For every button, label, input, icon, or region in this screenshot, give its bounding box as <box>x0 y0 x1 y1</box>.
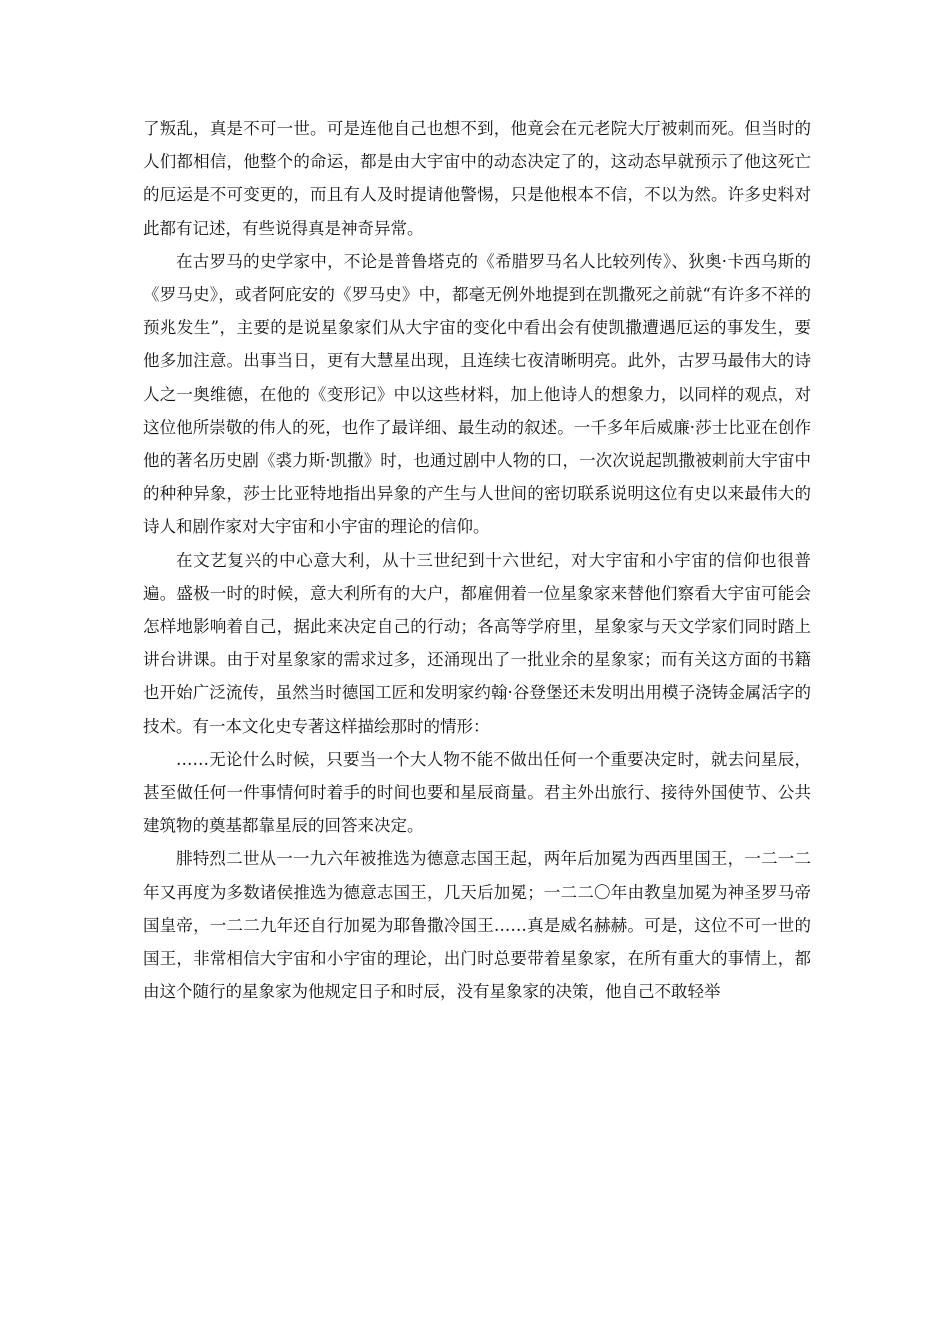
paragraph-roman-historians: 在古罗马的史学家中，不论是普鲁塔克的《希腊罗马名人比较列传》、狄奥·卡西乌斯的《罗马史》，或者阿庇安的《罗马史》中，都毫无例外地提到在凯撒死之前就“有许多不祥的预兆发生”，主要的是说星象家们从大宇宙的变化中看出会有使凯撒遭遇厄运的事发生，要他多加注意。出事当日，更有大慧星出现，且连续七夜清晰明亮。此外，古罗马最伟大的诗人之一奥维德，在他的《变形记》中以这些材料，加上他诗人的想象力，以同样的观点，对这位他所崇敬的伟人的死，也作了最详细、最生动的叙述。一千多年后威廉·莎士比亚在创作他的著名历史剧《裘力斯·凯撒》时，也通过剧中人物的口，一次次说起凯撒被刺前大宇宙中的种种异象，莎士比亚特地指出异象的产生与人世间的密切联系说明这位有史以来最伟大的诗人和剧作家对大宇宙和小宇宙的理论的信仰。 <box>143 251 811 537</box>
paragraph-continued: 了叛乱，真是不可一世。可是连他自己也想不到，他竟会在元老院大厅被刺而死。但当时的人们都相信，他整个的命运，都是由大宇宙中的动态决定了的，这动态早就预示了他这死亡的厄运是不可变更的，而且有人及时提请他警惕，只是他根本不信，不以为然。许多史料对此都有记述，有些说得真是神奇异常。 <box>143 119 811 238</box>
paragraph-frederick-ii: 腓特烈二世从一一九六年被推选为德意志国王起，两年后加冕为西西里国王，一二一二年又再度为多数诸侯推选为德意志国王，几天后加冕；一二二〇年由教皇加冕为神圣罗马帝国皇帝，一二二九年还自行加冕为耶鲁撒冷国王……真是威名赫赫。可是，这位不可一世的国王，非常相信大宇宙和小宇宙的理论，出门时总要带着星象家，在所有重大的事情上，都由这个随行的星象家为他规定日子和时辰，没有星象家的决策，他自己不敢轻举 <box>143 849 811 1002</box>
paragraph-quotation: ……无论什么时候，只要当一个大人物不能不做出任何一个重要决定时，就去问星辰，甚至做任何一件事情何时着手的时间也要和星辰商量。君主外出旅行、接待外国使节、公共建筑物的奠基都靠星辰的回答来决定。 <box>143 749 811 836</box>
paragraph-renaissance-italy: 在文艺复兴的中心意大利，从十三世纪到十六世纪，对大宇宙和小宇宙的信仰也很普遍。盛极一时的时候，意大利所有的大户，都雇佣着一位星象家来替他们察看大宇宙可能会怎样地影响着自己，据此来决定自己的行动；各高等学府里，星象家与天文学家们同时踏上讲台讲课。由于对星象家的需求过多，还涌现出了一批业余的星象家；而有关这方面的书籍也开始广泛流传，虽然当时德国工匠和发明家约翰·谷登堡还未发明出用模子浇铸金属活字的技术。有一本文化史专著这样描绘那时的情形： <box>143 550 811 736</box>
document-body <box>143 112 811 1008</box>
